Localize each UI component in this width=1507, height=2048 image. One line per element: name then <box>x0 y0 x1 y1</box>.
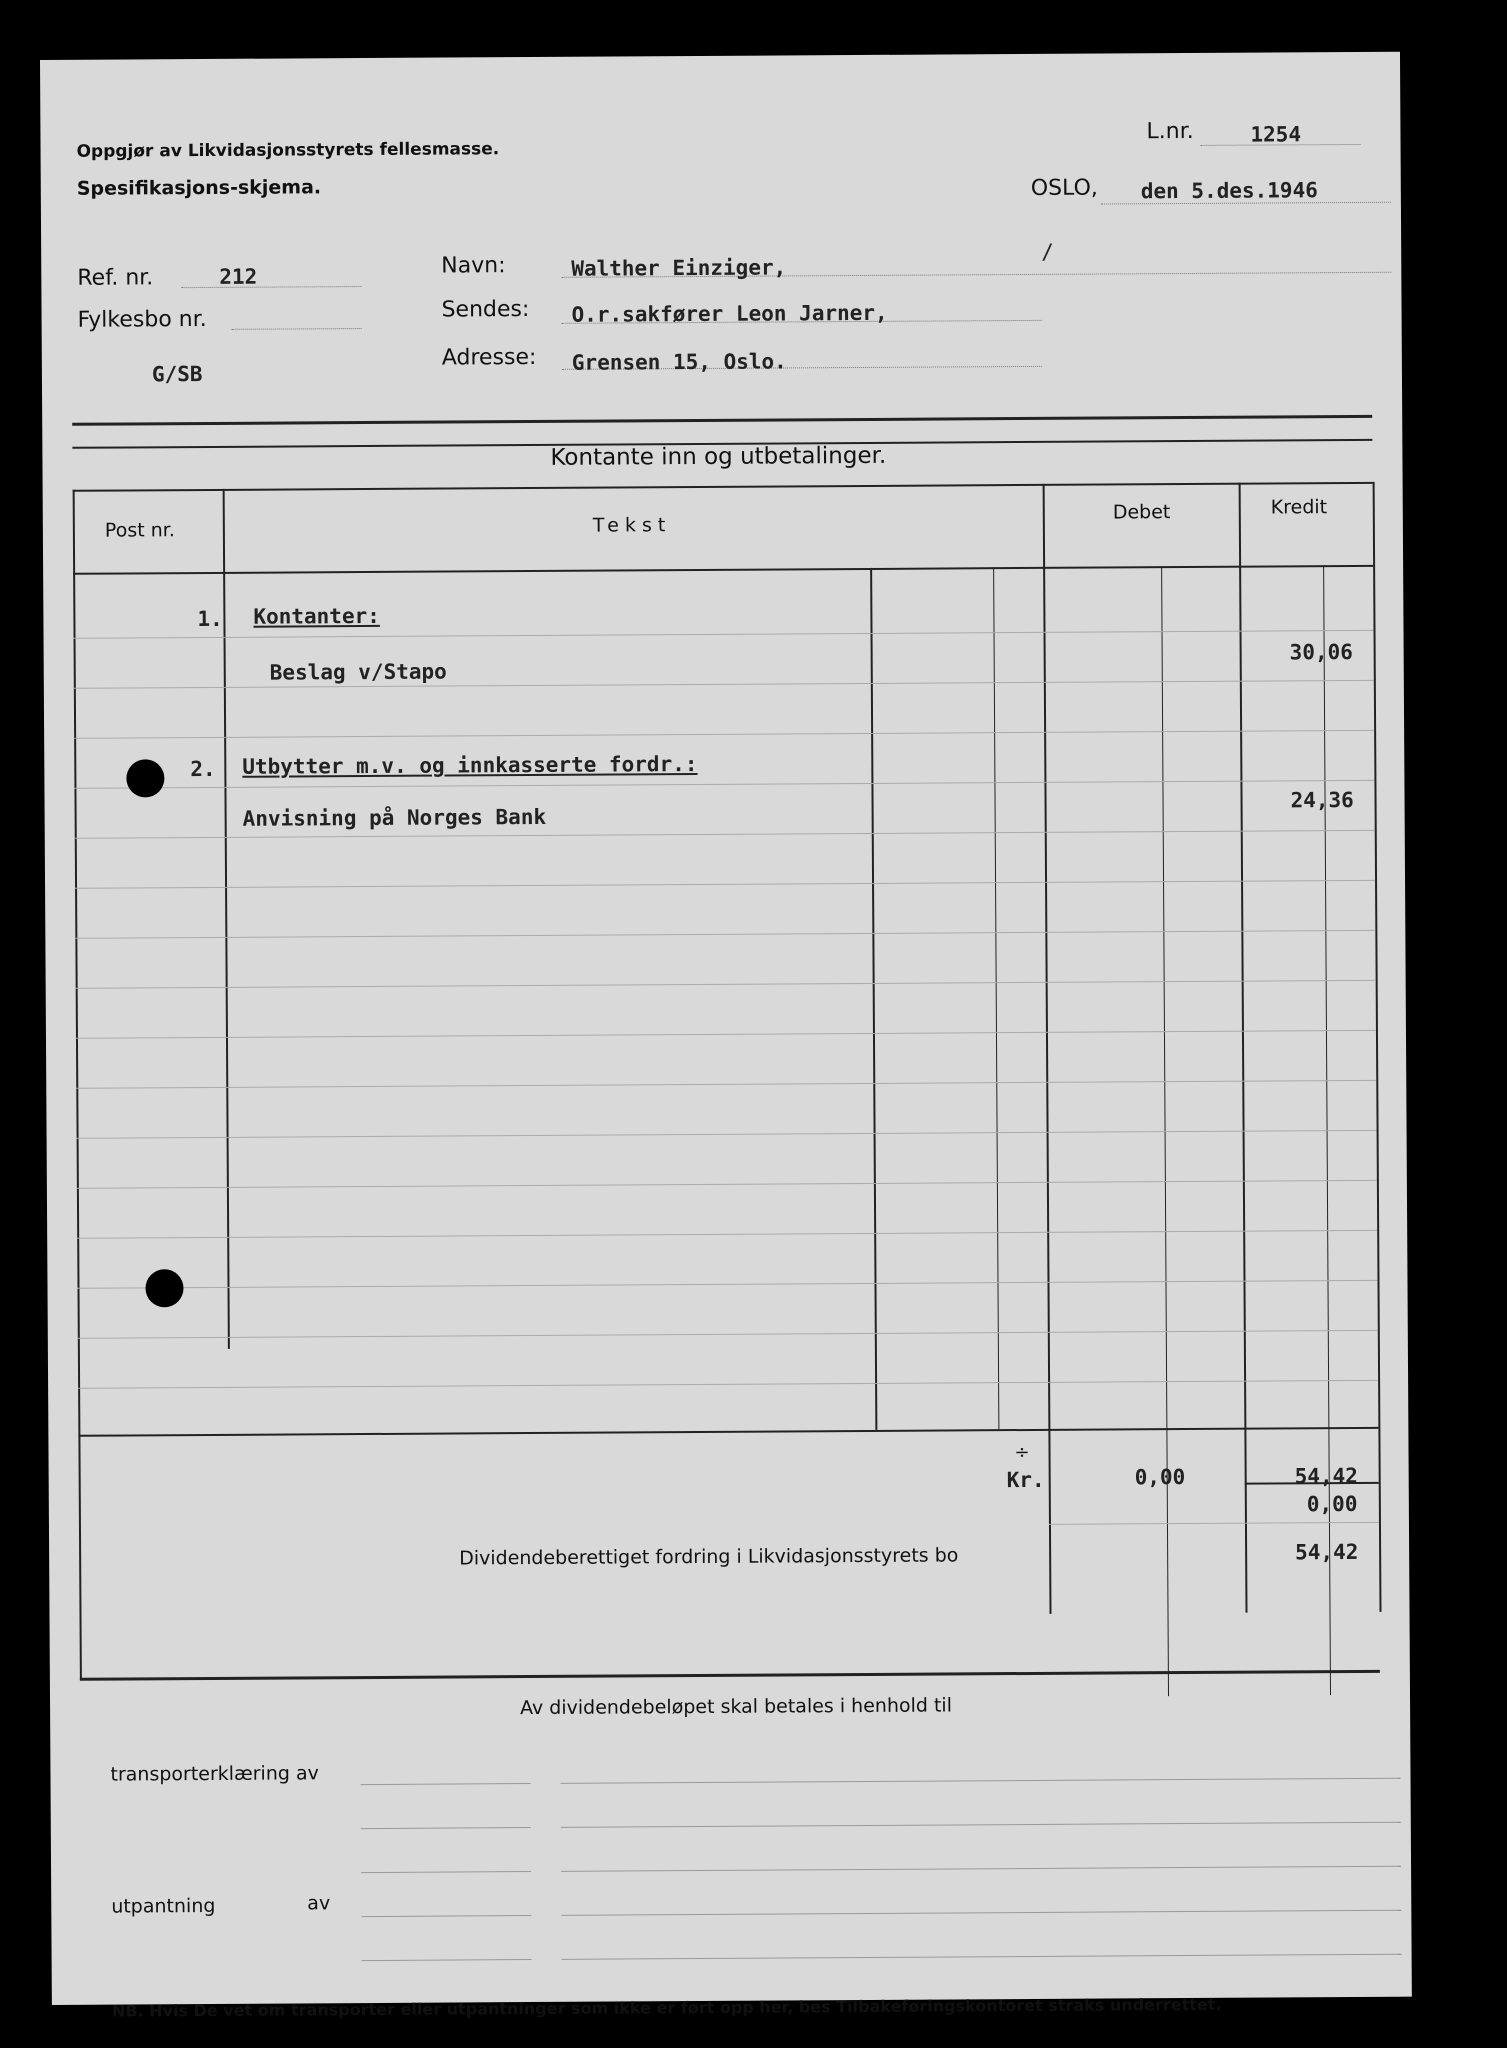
fylkesbo-label: Fylkesbo nr. <box>77 306 207 333</box>
fylkesbo-underline <box>232 328 362 330</box>
row-2-text: Anvisning på Norges Bank <box>242 804 547 831</box>
col-tekst-header: Tekst <box>592 514 672 537</box>
transport-label: transporterklæring av <box>110 1762 319 1786</box>
nb-note: NB. Hvis De vet om transporter eller utpantninger som ikke er ført opp her, bes Tilbakeføringskontoret straks underrettet. <box>111 1994 1222 2021</box>
kredit-total: 54,42 <box>1294 1463 1358 1489</box>
kr-label: Kr. <box>1006 1467 1045 1493</box>
row-1-kredit: 30,06 <box>1289 639 1353 665</box>
row-1-text: Beslag v/Stapo <box>269 659 447 685</box>
col-post-header: Post nr. <box>104 519 175 542</box>
row-1-post: 1. <box>197 606 223 632</box>
adresse-value: Grensen 15, Oslo. <box>571 349 787 375</box>
ref-underline <box>181 286 361 288</box>
ref-value: 212 <box>219 264 258 289</box>
sendes-label: Sendes: <box>441 297 530 323</box>
form-title: Oppgjør av Likvidasjonsstyrets fellesmasse. <box>76 139 500 162</box>
av-dividend-line: Av dividendebeløpet skal betales i henhold til <box>520 1694 953 1720</box>
dividend-label: Dividendeberettiget fordring i Likvidasjonsstyrets bo <box>459 1544 959 1570</box>
col-kredit-header: Kredit <box>1270 496 1328 519</box>
form-sheet <box>40 52 1412 2021</box>
ledger-table <box>73 482 1400 1680</box>
kredit-minus: 0,00 <box>1306 1491 1358 1517</box>
navn-label: Navn: <box>441 253 506 279</box>
section-title: Kontante inn og utbetalinger. <box>550 442 887 471</box>
lnr-value: 1254 <box>1250 122 1302 147</box>
utpantning-av: av <box>307 1892 331 1915</box>
sendes-value: O.r.sakfører Leon Jarner, <box>571 300 888 327</box>
punch-hole-top <box>126 759 164 797</box>
date-value: den 5.des.1946 <box>1140 178 1318 204</box>
utpantning-label: utpantning <box>111 1894 216 1918</box>
row-1-heading: Kontanter: <box>253 603 380 629</box>
minus-sign: ÷ <box>1014 1441 1030 1464</box>
row-2-post: 2. <box>190 756 216 782</box>
navn-value: Walther Einziger, <box>571 255 787 281</box>
oslo-label: OSLO, <box>1030 175 1098 201</box>
section-top-rule <box>72 415 1372 426</box>
row-2-heading: Utbytter m.v. og innkasserte fordr.: <box>242 751 698 779</box>
lnr-label: L.nr. <box>1146 118 1194 145</box>
code-value: G/SB <box>151 362 203 387</box>
adresse-label: Adresse: <box>441 344 537 371</box>
ref-label: Ref. nr. <box>77 265 154 291</box>
form-subtitle: Spesifikasjons-skjema. <box>76 176 322 200</box>
debet-total: 0,00 <box>1134 1465 1186 1490</box>
dividend-value: 54,42 <box>1295 1539 1359 1565</box>
row-2-kredit: 24,36 <box>1290 787 1354 813</box>
punch-hole-bottom <box>145 1269 183 1307</box>
col-debet-header: Debet <box>1112 501 1171 524</box>
slash-mark: / <box>1041 239 1054 264</box>
